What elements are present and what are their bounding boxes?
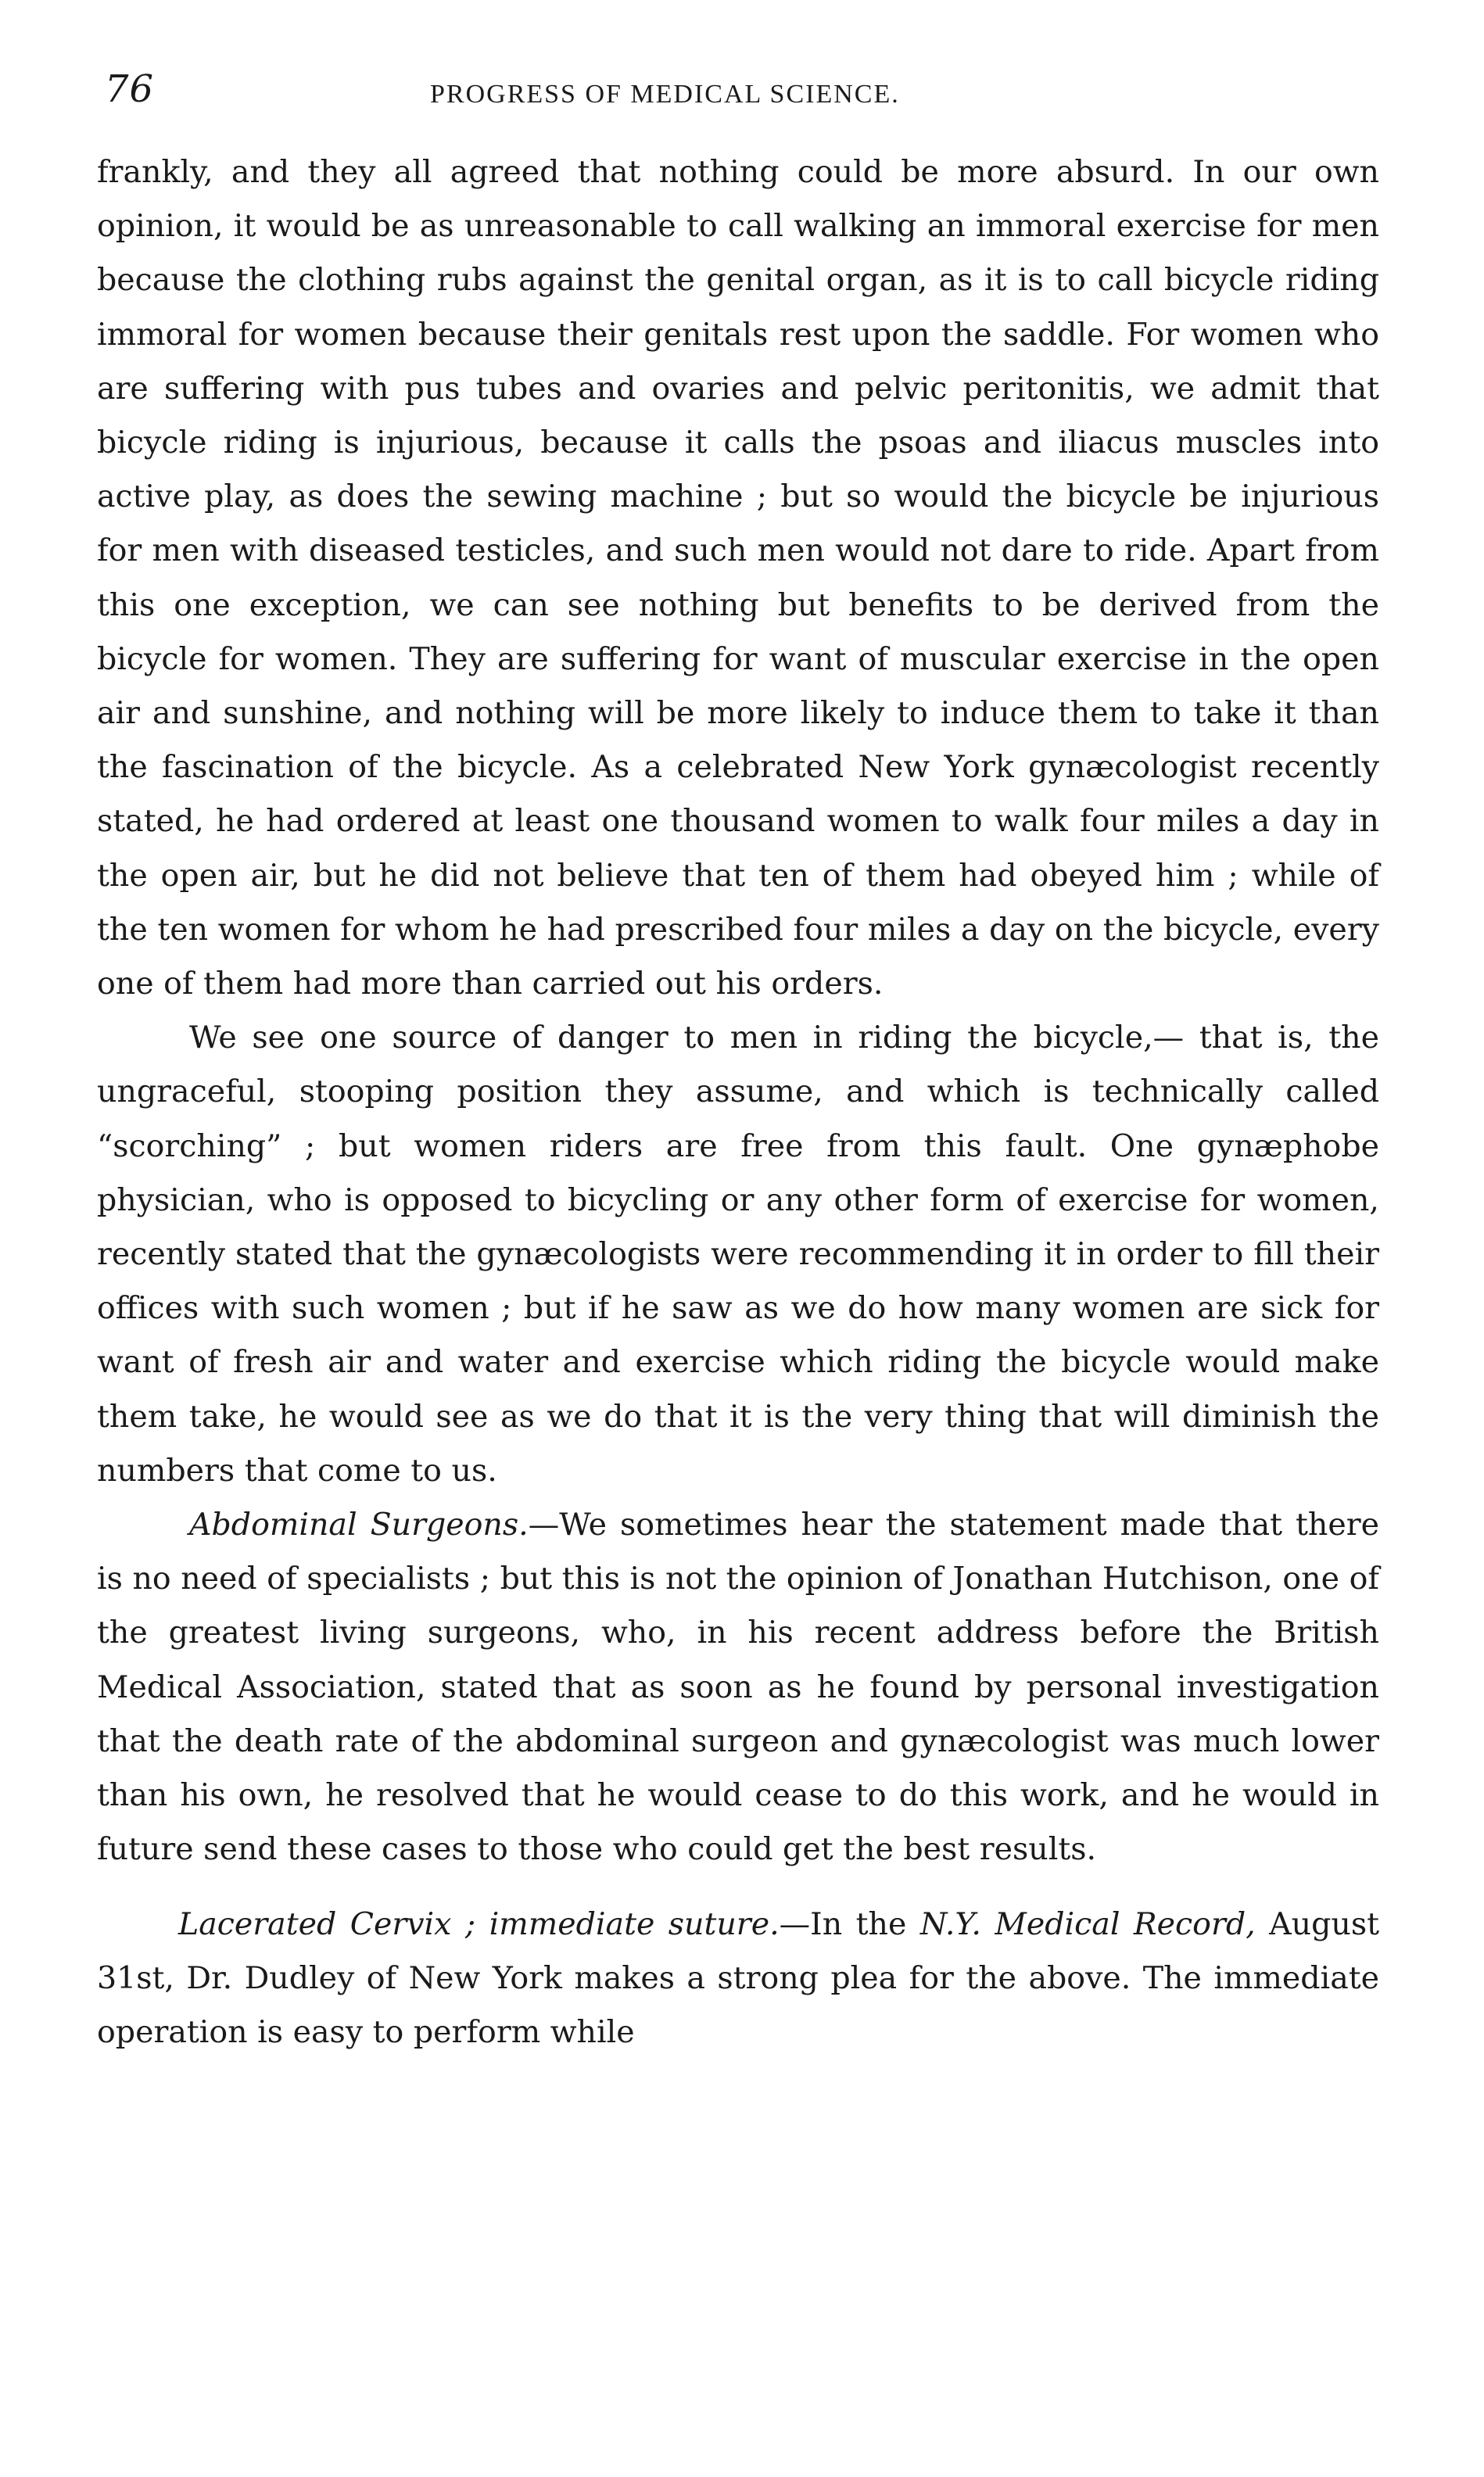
paragraph-danger-to-men: [97, 1011, 1379, 1498]
paragraph-text: —In the: [779, 1905, 920, 1942]
running-head: PROGRESS OF MEDICAL SCIENCE.: [430, 80, 900, 109]
journal-title: N.Y. Medical Record,: [919, 1905, 1256, 1942]
paragraph-text: frankly, and they all agreed that nothing could be more absurd. In our own opinion, it would be as unreasonable to call walking an immoral exercise for men because the clothing rubs against the genital organ, as it is to call bicycle riding immoral for women because their genitals rest upon the saddle. For women who are suffering with pus tubes and ovaries and pelvic peritonitis, we admit that bicycle riding is injurious, because it calls the psoas and iliacus muscles into active play, as does the sewing machine ; but so would the bicycle be injurious for men with diseased testicles, and such men would not dare to ride. Apart from this one exception, we can see nothing but benefits to be derived from the bicycle for women. They are suffering for want of muscular exercise in the open air and sunshine, and nothing will be more likely to induce them to take it than the fascination of the bicycle. As a celebrated New York gynæcologist recently stated, he had ordered at least one thousand women to walk four miles a day in the open air, but he did not believe that ten of them had obeyed him ; while of the ten women for whom he had prescribed four miles a day on the bicycle, every one of them had more than carried out his orders.: [97, 154, 1379, 1002]
paragraph-text: August 31st, Dr. Dudley of New York makes a strong plea for the above. The immediate operation is easy to perform while: [97, 1905, 1379, 2050]
page-number: 76: [105, 67, 155, 111]
section-heading-abdominal-surgeons: Abdominal Surgeons.: [189, 1507, 529, 1543]
paragraph-text: We see one source of danger to men in riding the bicycle,— that is, the ungraceful, stooping position they assume, and which is technically called “scorching” ; but women riders are free from this fault. One gynæphobe physician, who is opposed to bicycling or any other form of exercise for women, recently stated that the gynæcologists were recommending it in order to fill their offices with such women ; but if he saw as we do how many women are sick for want of fresh air and water and exercise which riding the bicycle would make them take, he would see as we do that it is the very thing that will diminish the numbers that come to us.: [97, 1020, 1379, 1489]
page-header: [97, 67, 1379, 145]
paragraph-lacerated-cervix: [97, 1898, 1379, 2060]
paragraph-text: —We sometimes hear the statement made that there is no need of specialists ; but this is not the opinion of Jonathan Hutchison, one of the greatest living surgeons, who, in his recent address before the British Medical Association, stated that as soon as he found by personal investigation that the death rate of the abdominal surgeon and gynæcologist was much lower than his own, he resolved that he would cease to do this work, and he would in future send these cases to those who could get the best results.: [97, 1507, 1379, 1868]
section-heading-lacerated-cervix: Lacerated Cervix ; immediate suture.: [178, 1905, 780, 1942]
paragraph-bicycle-continuation: [97, 145, 1379, 1011]
paragraph-gap: [97, 1877, 1379, 1898]
paragraph-abdominal-surgeons: [97, 1498, 1379, 1877]
book-page: [97, 67, 1379, 2059]
body-text: [97, 145, 1379, 2059]
